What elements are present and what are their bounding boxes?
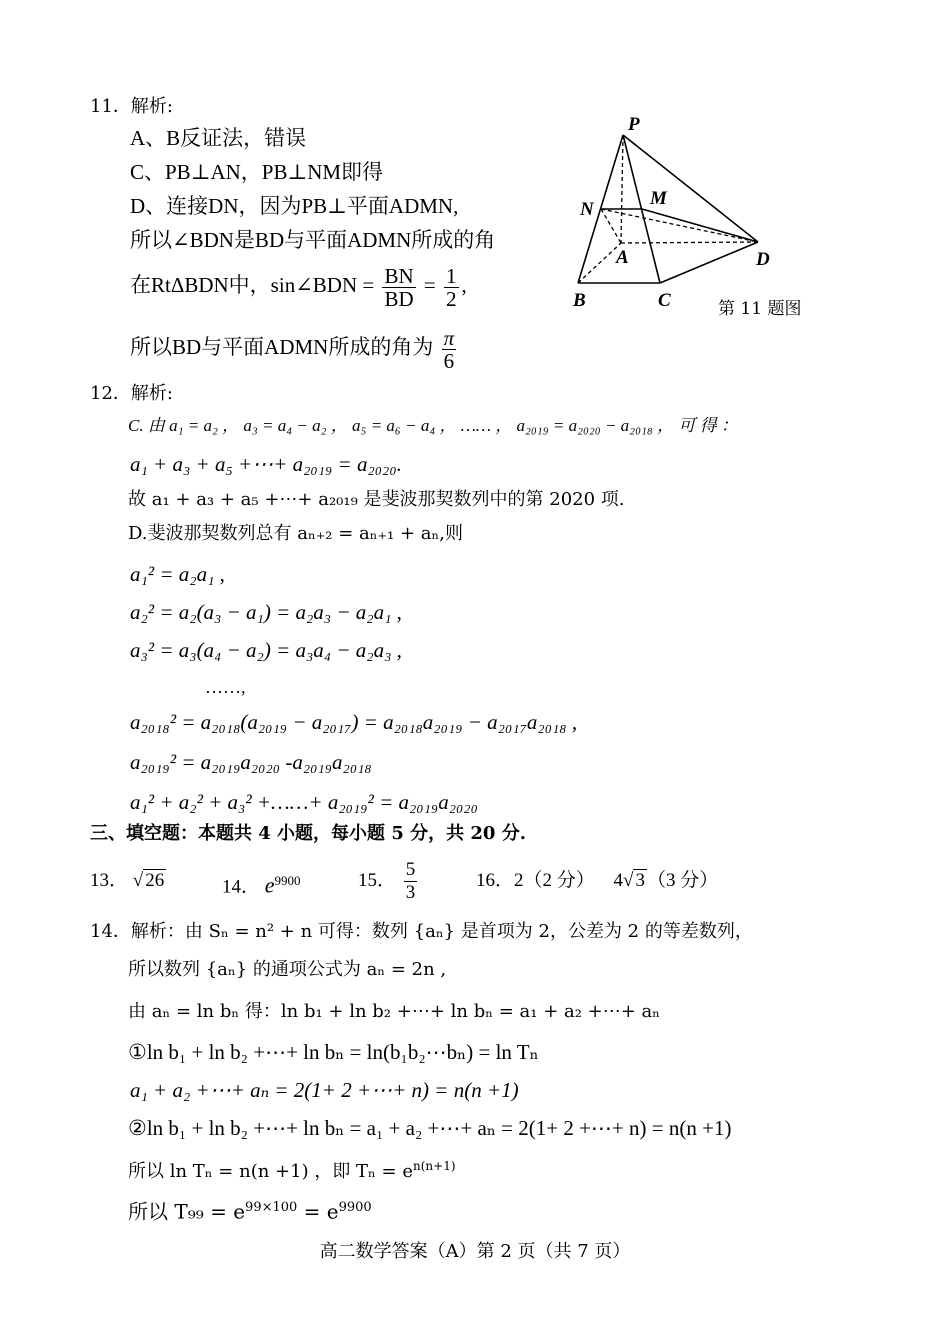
answer14-base: e [264, 872, 275, 898]
q12-eq2: a₂² = a₂(a₃ − a₁) = a₂a₃ − a₂a₁ , [130, 600, 402, 624]
label-c: C [658, 290, 671, 311]
q14-line3: 由 aₙ = ln bₙ 得：ln b₁ + ln b₂ +⋯+ ln bₙ = a₁ + a₂ +⋯+ aₙ [128, 1001, 661, 1022]
section3-heading: 三、填空题：本题共 4 小题，每小题 5 分，共 20 分. [90, 823, 526, 844]
q11-frac2-num: 1 [446, 263, 457, 288]
q11-equals: = [423, 273, 436, 297]
answer15-fraction [404, 859, 418, 904]
q14-line1: 14．解析：由 Sₙ = n² + n 可得：数列 {aₙ} 是首项为 2，公差为 2 的等差数列， [90, 921, 753, 942]
answer15-label: 15． [358, 870, 397, 891]
q11-frac-pi: π [443, 325, 455, 350]
q12-eq5: a₂₀₁₉² = a₂₀₁₉a₂₀₂₀ -a₂₀₁₉a₂₀₁₈ [130, 750, 372, 774]
q14-line8-exp1: 99×100 [245, 1200, 298, 1215]
q11-sine-line [130, 262, 467, 310]
q14-line8-exp2: 9900 [338, 1200, 372, 1215]
q14-line8-prefix: 所以 T₉₉ = e [128, 1199, 246, 1224]
label-b: B [573, 290, 586, 311]
label-m: M [650, 188, 667, 209]
page-footer: 高二数学答案（A）第 2 页（共 7 页） [319, 1241, 631, 1262]
answer14 [222, 858, 301, 910]
q12-eq4: a₂₀₁₈² = a₂₀₁₈(a₂₀₁₉ − a₂₀₁₇) = a₂₀₁₈a₂₀₁₉ − a₂₀₁₇a₂₀₁₈ , [130, 710, 578, 734]
q12-c-line2: a₁ + a₃ + a₅ +⋯+ a₂₀₁₉ = a₂₀₂₀. [130, 452, 402, 476]
q11-heading: 11．解析: [90, 96, 173, 117]
label-d: D [756, 249, 770, 270]
q11-fraction-bn-bd [382, 265, 415, 310]
q11-option-c: C、PB⊥AN，PB⊥NM即得 [130, 160, 384, 184]
q12-eq6: a₁² + a₂² + a₃² +……+ a₂₀₁₉² = a₂₀₁₉a₂₀₂₀ [130, 790, 478, 814]
q12-ellipsis: ……, [205, 677, 246, 697]
q11-frac2-den: 2 [446, 286, 457, 311]
q14-line7 [128, 1154, 456, 1184]
answer15 [358, 856, 420, 906]
answer14-exponent: 9900 [274, 873, 301, 888]
q11-fraction-half [444, 265, 459, 310]
q14-line6: ②ln b₁ + ln b₂ +⋯+ ln bₙ = a₁ + a₂ +⋯+ aₙ = 2(1+ 2 +⋯+ n) = n(n +1) [128, 1116, 732, 1140]
q14-line5: a₁ + a₂ +⋯+ aₙ = 2(1+ 2 +⋯+ n) = n(n +1) [130, 1078, 519, 1102]
answer15-num: 5 [405, 859, 416, 881]
q14-line7-prefix: 所以 ln Tₙ = n(n +1) ，即 Tₙ = e [128, 1161, 414, 1182]
q14-line8 [128, 1196, 372, 1224]
answer16-note: （3 分） [646, 870, 719, 891]
answer16: 16．2（2 分） 4√ 3 （3 分） [476, 870, 719, 891]
q11-fraction-pi-6 [442, 327, 457, 372]
q11-sine-prefix: 在RtΔBDN中，sin∠BDN = [130, 273, 375, 297]
q12-c-line1: C. 由 a₁ = a₂ ， a₃ = a₄ − a₂ ， a₅ = a₆ − a₄ ， …… ， a₂₀₁₉ = a₂₀₂₀ − a₂₀₁₈ ， 可 得 ： [128, 416, 738, 435]
q12-heading: 12．解析: [90, 383, 173, 404]
q11-option-d: D、连接DN，因为PB⊥平面ADMN, [130, 194, 459, 218]
q11-frac-6: 6 [443, 348, 455, 373]
q11-conclusion-prefix: 所以BD与平面ADMN所成的角为 [130, 335, 434, 359]
q11-frac1-den: BD [384, 286, 414, 311]
q14-line8-mid: = e [297, 1199, 339, 1224]
answer16-label: 16．2（2 分） [476, 870, 595, 891]
answer13-value: √ 26 [132, 870, 165, 891]
q11-comma: , [461, 273, 467, 297]
q11-conclusion [130, 324, 459, 372]
q14-line7-exponent: n(n+1) [413, 1159, 456, 1173]
label-n: N [580, 199, 594, 220]
q12-d-line1: D.斐波那契数列总有 aₙ₊₂ = aₙ₊₁ + aₙ,则 [128, 523, 463, 544]
label-a: A [616, 247, 629, 268]
answer14-label: 14． [222, 876, 261, 898]
q11-frac1-num: BN [384, 263, 414, 288]
answer15-den: 3 [405, 882, 416, 904]
q14-line2: 所以数列 {aₙ} 的通项公式为 aₙ = 2n , [128, 959, 447, 980]
answer16-radicand: 3 [635, 870, 645, 891]
q14-line4: ①ln b₁ + ln b₂ +⋯+ ln bₙ = ln(b₁b₂⋯bₙ) = ln Tₙ [128, 1040, 539, 1064]
q12-c-line3: 故 a₁ + a₃ + a₅ +⋯+ a₂₀₁₉ 是斐波那契数列中的第 2020 项. [128, 489, 625, 510]
q11-angle-statement: 所以∠BDN是BD与平面ADMN所成的角 [130, 228, 496, 252]
answer13-label: 13． [90, 870, 129, 891]
q11-option-ab: A、B反证法，错误 [130, 126, 307, 150]
answers-row [90, 858, 166, 904]
q12-eq1: a₁² = a₂a₁ , [130, 562, 225, 586]
answer13-radicand: 26 [145, 870, 165, 891]
figure-caption: 第 11 题图 [718, 299, 802, 319]
q11-pyramid-figure [570, 105, 805, 325]
answer16-coef: 4 [613, 870, 624, 891]
pyramid-diagram [570, 105, 805, 325]
label-p: P [628, 114, 640, 135]
q12-eq3: a₃² = a₃(a₄ − a₂) = a₃a₄ − a₂a₃ , [130, 638, 402, 662]
